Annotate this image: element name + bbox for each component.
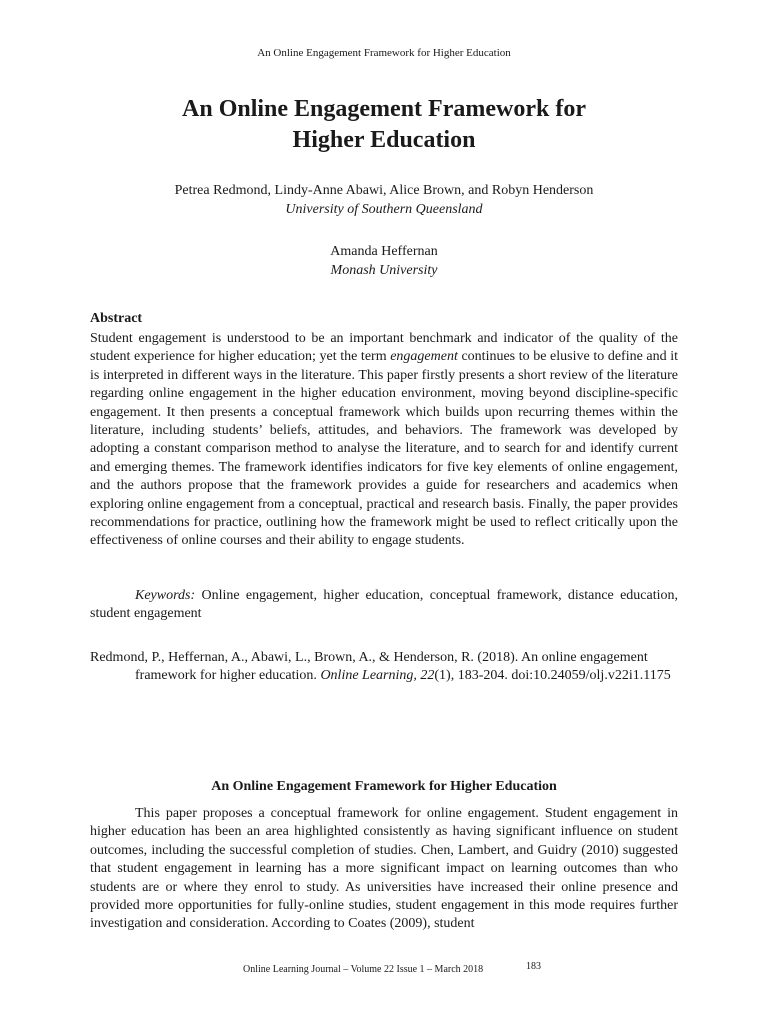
citation-journal: Online Learning, 22 <box>320 668 435 684</box>
abstract-text-part-1: Student engagement is understood to be an important benchmark and indicator of the quality of the student experience for higher education; yet the term <box>90 331 678 365</box>
paper-title <box>90 94 678 156</box>
page-number: 183 <box>526 961 541 972</box>
author-group-1 <box>0 181 768 219</box>
citation-details: (1), 183-204. doi:10.24059/olj.v22i1.1175 <box>434 668 671 684</box>
running-head: An Online Engagement Framework for Higher Education <box>257 47 511 59</box>
abstract-text <box>90 330 678 551</box>
author-group-2 <box>0 242 768 280</box>
keywords-text: Online engagement, higher education, conceptual framework, distance education, student engagement <box>90 588 678 622</box>
keywords-label: Keywords: <box>135 588 196 603</box>
abstract-heading: Abstract <box>90 311 143 326</box>
author-affiliation: University of Southern Queensland <box>285 202 483 217</box>
section-heading: An Online Engagement Framework for Higher Education <box>211 779 557 794</box>
author-names: Amanda Heffernan <box>330 244 438 259</box>
abstract-text-part-2: continues to be elusive to define and it is interpreted in different ways in the literature. This paper firstly presents a short review of the literature regarding online engagement in the higher education environment, moving beyond discipline-specific engagement. It then presents a conceptual framework which builds upon recurring themes within the literature, including students’ beliefs, attitudes, and behaviors. The framework was developed by adopting a constant comparison method to analyse the literature, and to search for and identify current and emerging themes. The framework identifies indicators for five key elements of online engagement, and the authors propose that the framework provides a guide for researchers and academics when exploring online engagement from a conceptual, practical and research basis. Finally, the paper provides recommendations for practice, outlining how the framework might be used to reflect critically upon the effectiveness of online courses and their ability to engage students. <box>90 349 679 549</box>
citation <box>90 649 678 686</box>
abstract-term: engagement <box>390 349 458 365</box>
citation-text: Redmond, P., Heffernan, A., Abawi, L., Brown, A., & Henderson, R. (2018). An online engagement framework for higher education. <box>90 650 648 684</box>
author-affiliation: Monash University <box>330 263 438 278</box>
author-names: Petrea Redmond, Lindy-Anne Abawi, Alice Brown, and Robyn Henderson <box>174 183 594 198</box>
keywords <box>90 587 678 624</box>
body-paragraph: This paper proposes a conceptual framework for online engagement. Student engagement in higher education has been an area highlighted consistently as having significant influence on student outcomes, including the successful completion of studies. Chen, Lambert, and Guidry (2010) suggested that student engagement in learning has a more significant impact on learning outcomes than who students are or where they enrol to study. As universities have increased their online presence and provided more opportunities for fully-online studies, student engagement in this mode requires further investigation and consideration. According to Coates (2009), student <box>90 806 678 932</box>
footer-journal-line: Online Learning Journal – Volume 22 Issue 1 – March 2018 <box>243 964 484 975</box>
paper-title-line-2: Higher Education <box>292 127 476 153</box>
paper-title-line-1: An Online Engagement Framework for <box>182 96 586 122</box>
